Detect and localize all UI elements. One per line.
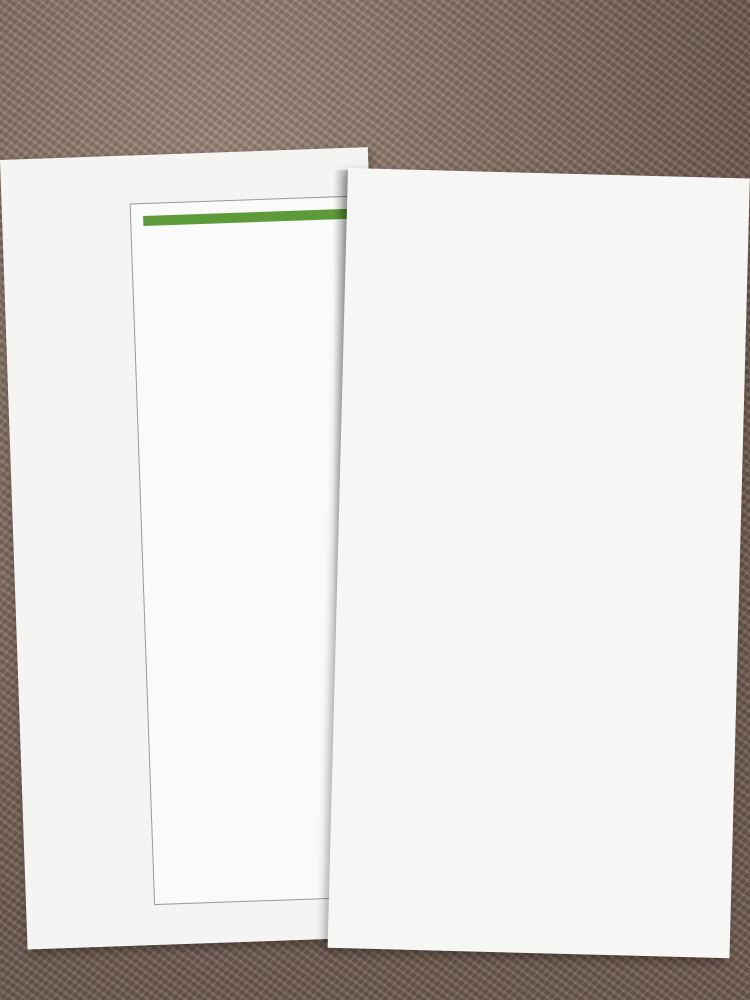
section-heading <box>2 204 124 208</box>
body-text <box>2 208 124 212</box>
phases-label <box>143 209 351 226</box>
transition-chart <box>372 259 750 419</box>
right-page <box>328 168 750 958</box>
phase-list <box>132 224 362 232</box>
text-column <box>2 204 124 212</box>
